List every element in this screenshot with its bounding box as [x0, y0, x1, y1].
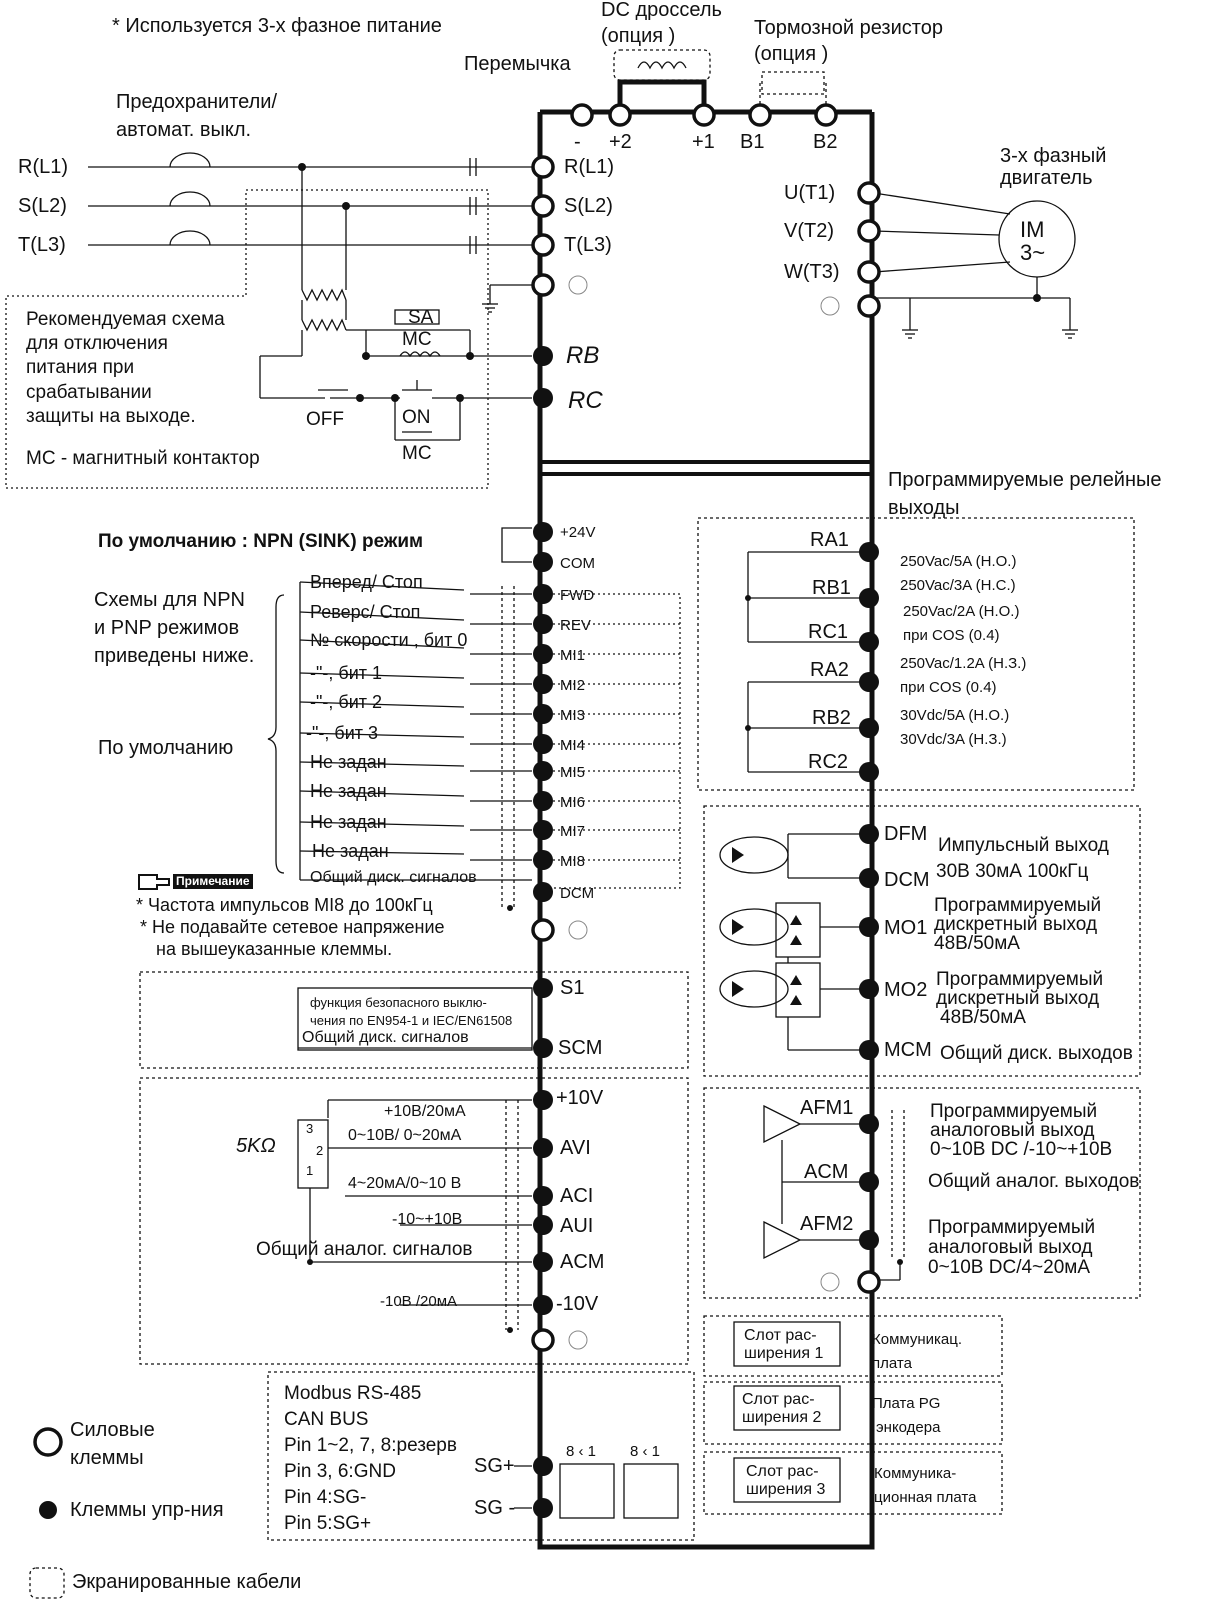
- note-1: * Частота импульсов MI8 до 100кГц: [136, 895, 433, 915]
- relay-rb1: RB1: [812, 577, 851, 599]
- drive-output-u: U(T1): [784, 182, 836, 204]
- protection-text-5: защиты на выходе.: [26, 406, 196, 427]
- fn-mi3: -"-, бит 2: [310, 692, 382, 712]
- afm1-desc-2: аналоговый выход: [930, 1120, 1095, 1141]
- slot-1-desc: Коммуникац.: [872, 1331, 963, 1348]
- ai-label-6: -10В /20мА: [380, 1293, 458, 1310]
- di-mi1: MI1: [560, 647, 586, 664]
- relay-rating-8: 30Vdc/3A (H.З.): [900, 731, 1007, 748]
- fn-mi7: Не задан: [310, 812, 387, 832]
- di-mi6: MI6: [560, 794, 586, 811]
- drive-input-r: R(L1): [564, 156, 615, 178]
- slot-1-name: Слот рас-: [744, 1327, 817, 1344]
- protection-text-2: для отключения: [26, 333, 168, 354]
- relay-rating-4: при COS (0.4): [903, 627, 1000, 644]
- dfm-desc-2: 30В 30мА 100кГц: [936, 861, 1089, 882]
- fn-fwd: Вперед/ Стоп: [310, 572, 423, 592]
- di-mi2: MI2: [560, 677, 586, 694]
- fn-mi1: № скорости , бит 0: [310, 630, 468, 650]
- safety-text-2: чения по EN954-1 и IEC/EN61508: [310, 1013, 513, 1028]
- rj-label-1: 8 ‹ 1: [566, 1443, 597, 1460]
- protection-text-1: Рекомендуемая схема: [26, 309, 225, 330]
- di-fwd: FWD: [560, 587, 595, 604]
- ai-minus10v: -10V: [556, 1293, 599, 1315]
- note-3: на вышеуказанные клеммы.: [156, 939, 393, 959]
- drive-input-t: T(L3): [564, 234, 612, 256]
- comms-line-5: Pin 4:SG-: [284, 1487, 367, 1508]
- motor-label-2: 3~: [1020, 240, 1046, 265]
- slot-3-name: Слот рас-: [746, 1463, 819, 1480]
- sg-plus: SG+: [474, 1455, 515, 1477]
- relay-rc2: RC2: [808, 751, 849, 773]
- note-badge: [137, 873, 259, 890]
- sg-minus: SG -: [474, 1497, 516, 1519]
- note-2: * Не подавайте сетевое напряжение: [140, 917, 445, 937]
- terminal-b2: B2: [813, 131, 838, 153]
- afm1-desc-3: 0~10В DC /-10~+10В: [930, 1139, 1113, 1160]
- dc-choke-outline: [614, 50, 710, 80]
- legend-control: Клеммы упр-ния: [70, 1499, 224, 1521]
- comms-line-2: CAN BUS: [284, 1409, 369, 1430]
- fn-mi5: Не задан: [310, 752, 387, 772]
- off-label: OFF: [306, 409, 344, 430]
- legend-power: Силовые: [70, 1419, 155, 1441]
- slot-1-desc-2: плата: [872, 1355, 912, 1372]
- drive-input-s: S(L2): [564, 195, 613, 217]
- comms-line-4: Pin 3, 6:GND: [284, 1461, 396, 1482]
- slot-2-name-2: ширения 2: [742, 1409, 822, 1426]
- di-mi8: MI8: [560, 853, 586, 870]
- motor-label: IM: [1020, 217, 1045, 242]
- slot-3-name-2: ширения 3: [746, 1481, 826, 1498]
- input-s: S(L2): [18, 195, 67, 217]
- three-phase-note: * Используется 3-х фазное питание: [112, 15, 442, 37]
- motor-title: 3-х фазный: [1000, 145, 1107, 167]
- relay-rating-3: 250Vac/2A (H.O.): [903, 603, 1020, 620]
- di-24v: +24V: [560, 524, 596, 541]
- ai-label-5: Общий аналог. сигналов: [256, 1239, 473, 1260]
- pot-pin-3: 3: [306, 1121, 314, 1136]
- comms-line-6: Pin 5:SG+: [284, 1513, 372, 1534]
- do-dcm: DCM: [884, 869, 930, 891]
- terminal-plus2: +2: [609, 131, 632, 153]
- default-mode: По умолчанию : NPN (SINK) режим: [98, 531, 424, 552]
- safety-common: Общий диск. сигналов: [302, 1029, 469, 1046]
- do-mo2: MO2: [884, 979, 928, 1001]
- slot-2-desc-2: энкодера: [876, 1419, 941, 1436]
- ai-aui: AUI: [560, 1215, 594, 1237]
- di-mi5: MI5: [560, 764, 586, 781]
- mc-contact-label: MC: [402, 443, 432, 464]
- relay-rating-7: 30Vdc/5A (H.O.): [900, 707, 1010, 724]
- jumper-label: Перемычка: [464, 53, 571, 75]
- afm2-desc-2: аналоговый выход: [928, 1237, 1093, 1258]
- pot-pin-2: 2: [316, 1143, 324, 1158]
- di-com: COM: [560, 555, 595, 572]
- rj-label-2: 8 ‹ 1: [630, 1443, 661, 1460]
- rc-label: RC: [568, 387, 603, 414]
- di-mi3: MI3: [560, 707, 586, 724]
- ai-label-3: 4~20мА/0~10 В: [348, 1175, 462, 1192]
- relay-rating-5: 250Vac/1.2A (H.З.): [900, 655, 1027, 672]
- protection-text-3: питания при: [26, 357, 135, 378]
- ai-acm: ACM: [560, 1251, 605, 1273]
- brake-resistor-option: (опция ): [754, 43, 829, 65]
- drive-output-w: W(T3): [784, 261, 840, 283]
- fn-mi6: Не задан: [310, 781, 387, 801]
- schemes-text-3: приведены ниже.: [94, 645, 255, 667]
- relay-ra2: RA2: [810, 659, 849, 681]
- ao-acm: ACM: [804, 1161, 849, 1183]
- safety-s1: S1: [560, 977, 585, 999]
- sa-label: SA: [408, 307, 434, 328]
- do-dfm: DFM: [884, 823, 928, 845]
- ao-afm2: AFM2: [800, 1213, 854, 1235]
- dc-choke-coil: [638, 62, 686, 68]
- protection-text-4: срабатывании: [26, 382, 152, 403]
- slot-1-name-2: ширения 1: [744, 1345, 824, 1362]
- jumper-wire: [620, 82, 704, 112]
- motor-title-2: двигатель: [1000, 167, 1093, 189]
- ai-label-2: 0~10В/ 0~20мА: [348, 1127, 462, 1144]
- afm1-desc-1: Программируемый: [930, 1101, 1098, 1122]
- fn-mi2: -"-, бит 1: [310, 663, 382, 683]
- comms-line-1: Modbus RS-485: [284, 1383, 422, 1404]
- brake-resistor-outline: [762, 72, 824, 94]
- fn-mi8: Не задан: [312, 841, 389, 861]
- schemes-text-1: Схемы для NPN: [94, 589, 245, 611]
- afm2-desc-3: 0~10В DC/4~20мА: [928, 1257, 1091, 1278]
- relay-rating-6: при COS (0.4): [900, 679, 997, 696]
- ai-label-1: +10В/20мА: [384, 1103, 466, 1120]
- mo2-desc-3: 48В/50мА: [940, 1007, 1026, 1028]
- safety-scm: SCM: [558, 1037, 603, 1059]
- default-label: По умолчанию: [98, 737, 234, 759]
- terminal-b1: B1: [740, 131, 765, 153]
- ai-avi: AVI: [560, 1137, 591, 1159]
- mo1-desc-1: Программируемый: [934, 895, 1102, 916]
- rb-label: RB: [566, 342, 600, 369]
- di-dcm: DCM: [560, 885, 595, 902]
- acm-desc: Общий аналог. выходов: [928, 1171, 1140, 1192]
- slot-2-name: Слот рас-: [742, 1391, 815, 1408]
- relay-rb2: RB2: [812, 707, 851, 729]
- di-rev: REV: [560, 617, 591, 634]
- ai-10v: +10V: [556, 1087, 604, 1109]
- terminal-minus: -: [574, 131, 581, 153]
- safety-text-1: функция безопасного выклю-: [310, 995, 487, 1010]
- di-mi7: MI7: [560, 823, 586, 840]
- legend-power-2: клеммы: [70, 1447, 144, 1469]
- slot-3-desc-2: ционная плата: [874, 1489, 977, 1506]
- relay-rating-2: 250Vac/3A (H.C.): [900, 577, 1016, 594]
- drive-output-v: V(T2): [784, 220, 834, 242]
- dc-choke-option: (опция ): [601, 25, 676, 47]
- mc-note: MC - магнитный контактор: [26, 448, 260, 469]
- relay-rc1: RC1: [808, 621, 849, 643]
- fn-mi4: -"-, бит 3: [306, 723, 378, 743]
- slot-3-desc: Коммуника-: [874, 1465, 957, 1482]
- input-r: R(L1): [18, 156, 69, 178]
- input-t: T(L3): [18, 234, 66, 256]
- relay-ra1: RA1: [810, 529, 849, 551]
- di-mi4: MI4: [560, 737, 586, 754]
- fuses-label: Предохранители/: [116, 91, 278, 113]
- mo2-desc-1: Программируемый: [936, 969, 1104, 990]
- ai-label-4: -10~+10В: [392, 1211, 463, 1228]
- fuses-label-2: автомат. выкл.: [116, 119, 252, 141]
- on-label: ON: [402, 407, 431, 428]
- relay-title-2: выходы: [888, 497, 960, 519]
- pot-label: 5KΩ: [236, 1135, 276, 1157]
- mo1-desc-2: дискретный выход: [934, 914, 1098, 935]
- relay-title: Программируемые релейные: [888, 469, 1162, 491]
- fn-rev: Реверс/ Стоп: [310, 602, 421, 622]
- slot-2-desc: Плата PG: [872, 1395, 941, 1412]
- dc-choke-label: DC дроссель: [601, 0, 722, 21]
- terminal-plus1: +1: [692, 131, 715, 153]
- ai-aci: ACI: [560, 1185, 594, 1207]
- dfm-desc: Импульсный выход: [938, 835, 1109, 856]
- afm2-desc-1: Программируемый: [928, 1217, 1096, 1238]
- pointer-icon: [137, 873, 173, 890]
- mo2-desc-2: дискретный выход: [936, 988, 1100, 1009]
- pot-pin-1: 1: [306, 1163, 314, 1178]
- ao-afm1: AFM1: [800, 1097, 854, 1119]
- relay-rating-1: 250Vac/5A (H.O.): [900, 553, 1017, 570]
- legend-shield: Экранированные кабели: [72, 1571, 302, 1593]
- mo1-desc-3: 48В/50мА: [934, 933, 1020, 954]
- do-mcm: MCM: [884, 1039, 932, 1061]
- mcm-desc: Общий диск. выходов: [940, 1043, 1133, 1064]
- comms-line-3: Pin 1~2, 7, 8:резерв: [284, 1435, 457, 1456]
- note-badge-label: Примечание: [173, 874, 253, 889]
- mc-coil-label: MC: [402, 329, 432, 350]
- schemes-text-2: и PNP режимов: [94, 617, 240, 639]
- fn-dcm: Общий диск. сигналов: [310, 869, 477, 886]
- brake-resistor-label: Тормозной резистор: [754, 17, 943, 39]
- do-mo1: MO1: [884, 917, 928, 939]
